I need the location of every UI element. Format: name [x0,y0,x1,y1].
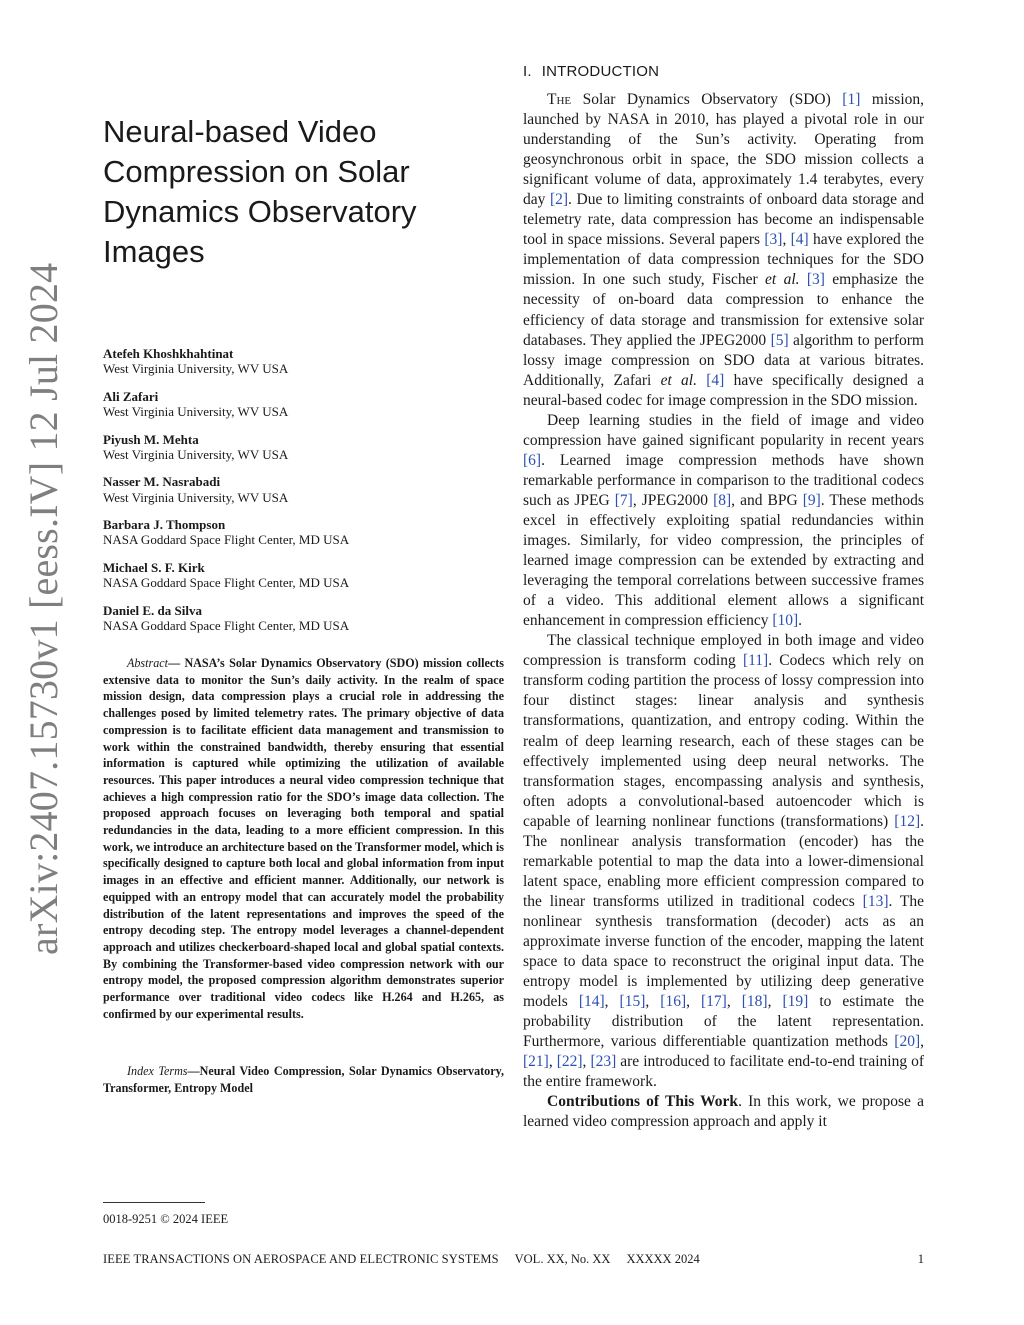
contributions-heading: Contributions of This Work [547,1093,739,1111]
footnote-divider [103,1202,205,1203]
text-run: Deep learning studies in the field of image and video compression have gained significant popularity in recent years [523,411,924,449]
abstract-text: — NASA’s Solar Dynamics Observatory (SDO) mission collects extensive data to monitor the Sun’s daily activity. In the realm of space mission design, data compression plays a crucial role in addressing the challenges posed by limited telemetry rates. The primary objective of data compression is to facilitate efficient data management and transmission to work within the constrained bandwidth, thereby ensuring that essential information is captured while optimizing the utilization of available resources. This paper introduces a neural video compression technique that achieves a high compression ratio for the SDO’s image data collection. The proposed approach focuses on leveraging both temporal and spatial redundancies in the data, leading to a more efficient compression. In this work, we introduce an architecture based on the Transformer model, which is specifically designed to capture both local and global information from input images in an effective and efficient manner. Additionally, our network is equipped with an entropy model that can accurately model the probability distribution of the latent representations and improves the speed of the entropy decoding step. The entropy model leverages a channel-dependent approach and utilizes checkerboard-shaped local and global spatial contexts. By combining the Transformer-based video compression network with our entropy model, the proposed compression algorithm demonstrates superior performance over traditional video codecs like H.264 and H.265, as confirmed by our experimental results. [103,656,504,1021]
paragraph-lead-word: The [547,91,572,108]
citation-link[interactable]: [4] [706,371,725,389]
citation-link[interactable]: [3] [806,271,825,289]
author-block [103,474,503,504]
author-block [103,603,503,633]
citation-link[interactable]: [14] [578,993,605,1011]
author-name: Piyush M. Mehta [103,431,199,447]
citation-link[interactable]: [15] [619,993,646,1011]
author-affiliation: West Virginia University, WV USA [103,446,289,462]
author-affiliation: West Virginia University, WV USA [103,404,289,419]
text-run: , [767,993,783,1011]
citation-link[interactable]: [17] [701,993,727,1011]
running-footer [103,1252,924,1267]
text-run: The classical technique employed in both image and video compression is transform coding [523,632,924,670]
citation-link[interactable]: [4] [790,231,809,249]
author-affiliation: NASA Goddard Space Flight Center, MD USA [103,617,350,633]
citation-link[interactable]: [9] [802,491,821,509]
author-list [103,346,503,646]
citation-link[interactable]: [13] [862,892,889,910]
author-name: Barbara J. Thompson [103,517,226,533]
author-block [103,432,503,462]
arxiv-stamp: arXiv:2407.15730v1 [eess.IV] 12 Jul 2024 [21,262,66,955]
text-run: have explored the implementation of data compression techniques for the SDO mission. In one such study, Fischer [523,231,924,289]
intro-paragraph [523,1092,924,1132]
citation-link[interactable]: [5] [770,331,789,349]
copyright-notice: 0018-9251 © 2024 IEEE [103,1212,229,1226]
author-name: Daniel E. da Silva [103,602,202,618]
paper-title: Neural-based Video Compression on Solar Dynamics Observatory Images [103,114,417,269]
author-block [103,346,503,376]
author-name: Nasser M. Nasrabadi [103,474,221,490]
author-name: Atefeh Khoshkhahtinat [103,346,234,361]
text-run: emphasize the necessity of on-board data compression to enhance the efficiency of data storage and transmission for extensive solar databases. They applied the JPEG2000 [523,271,925,349]
text-run: . In this work, we propose a learned video compression approach and apply it [523,1093,924,1131]
text-run: , [686,993,702,1011]
text-run: Solar Dynamics Observatory (SDO) [571,91,843,108]
text-run: . Codecs which rely on transform coding partition the process of lossy compression into four distinct stages: linear analysis and synthesis transformations, quantization, and entropy coding. Within the realm of deep learning research, each of these stages can be effectively implemented using deep neural networks. The transformation stages, encompassing analysis and synthesis, often adopts a convolutional-based autoencoder which is capable of learning nonlinear functions (transformations) [523,652,924,830]
text-run: . These methods excel in effectively exploiting spatial redundancies within images. Similarly, for video compression, the principles of learned image compression can be extended by extracting and leveraging the temporal correlations between successive frames of a video. This additional element allows a significant enhancement in compression efficiency [523,491,924,630]
text-run: . Due to limiting constraints of onboard data storage and telemetry rate, data compression has become an indispensable tool in space missions. Several papers [523,191,924,249]
index-terms-label: Index Terms [127,1064,188,1078]
author-affiliation: NASA Goddard Space Flight Center, MD USA [103,575,350,591]
author-affiliation: West Virginia University, WV USA [103,361,289,377]
text-run: . [798,612,803,630]
volume-info: VOL. XX, No. XX [514,1252,611,1266]
text-run: , JPEG2000 [632,491,714,509]
text-run: , and BPG [731,491,803,509]
text-run: are introduced to facilitate end-to-end training of the entire framework. [523,1053,925,1091]
citation-link[interactable]: [12] [894,812,921,830]
text-run: , [582,1053,591,1071]
citation-link[interactable]: [3] [764,231,783,249]
citation-link[interactable]: [18] [741,993,768,1011]
intro-paragraph [523,90,924,411]
author-name: Ali Zafari [103,388,159,404]
citation-link[interactable]: [16] [660,993,687,1011]
citation-link[interactable]: [11] [742,652,769,670]
text-run: , [604,993,620,1011]
text-run: . The nonlinear synthesis transformation (decoder) acts as an approximate inverse function of the encoder, mapping the latent space to data space to reconstruct the original input data. The entropy model is implemented by utilizing deep generative models [523,892,924,1011]
intro-paragraph [523,411,924,632]
text-run: algorithm to perform lossy image compression on SDO data at various bitrates. Additionally, Zafari [523,331,924,389]
text-run: et al. [765,271,800,289]
author-block [103,560,503,590]
text-run [800,271,807,288]
text-run: . The nonlinear analysis transformation (encoder) has the remarkable potential to map the data into a lower-dimensional latent space, enabling more efficient compression compared to the linear transforms utilized in traditional codecs [523,812,924,910]
citation-link[interactable]: [19] [782,993,809,1011]
abstract [103,655,504,1022]
author-affiliation: West Virginia University, WV USA [103,489,289,505]
citation-link[interactable]: [8] [713,491,732,509]
text-run: . Learned image compression methods have shown remarkable performance in comparison to the traditional codecs such as JPEG [523,451,924,509]
abstract-label: Abstract [127,656,168,670]
journal-name: IEEE TRANSACTIONS ON AEROSPACE AND ELECTRONIC SYSTEMS [103,1252,499,1266]
citation-link[interactable]: [21] [523,1053,549,1071]
citation-link[interactable]: [23] [590,1053,617,1071]
issue-date: XXXXX 2024 [626,1252,700,1266]
intro-paragraph [523,631,924,1092]
text-run: , [782,231,791,249]
text-run: , [726,993,742,1011]
text-run [697,372,706,389]
section-heading [523,63,659,81]
section-number: I. [523,63,532,80]
text-run: , [645,993,661,1011]
text-run: to estimate the probability distribution of the latent representation. Furthermore, various differentiable quantization methods [523,993,925,1051]
citation-link[interactable]: [10] [772,612,799,630]
index-terms-text: —Neural Video Compression, Solar Dynamics Observatory, Transformer, Entropy Model [103,1064,504,1095]
introduction-body [523,90,924,1132]
text-run: , [548,1053,557,1071]
citation-link[interactable]: [2] [549,191,569,209]
citation-link[interactable]: [6] [523,451,542,469]
index-terms [103,1063,504,1096]
author-block [103,389,503,419]
text-run: , [920,1033,924,1051]
citation-link[interactable]: [7] [614,491,633,509]
section-title: INTRODUCTION [541,63,660,80]
author-block [103,517,503,547]
author-affiliation: NASA Goddard Space Flight Center, MD USA [103,532,350,548]
citation-link[interactable]: [20] [894,1033,921,1051]
citation-link[interactable]: [22] [556,1053,583,1071]
text-run: et al. [660,371,697,389]
author-name: Michael S. F. Kirk [103,559,205,575]
text-run: have specifically designed a neural-based codec for image compression in the SDO mission. [523,371,924,409]
citation-link[interactable]: [1] [842,91,861,108]
text-run: mission, launched by NASA in 2010, has played a pivotal role in our understanding of the Sun’s activity. Operating from geosynchronous orbit in space, the SDO mission collects a significant volume of data, approximately 1.4 terabytes, every day [523,91,925,209]
page-number: 1 [917,1252,924,1266]
